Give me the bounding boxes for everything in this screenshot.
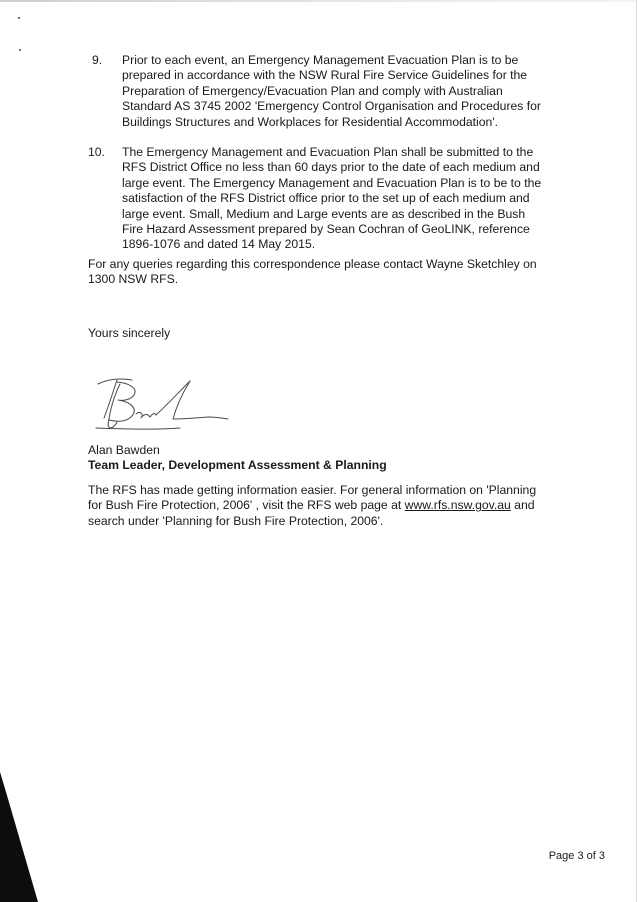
info-paragraph [88,483,548,529]
condition-text: The Emergency Management and Evacuation Plan shall be submitted to the RFS District Office no less than 60 days prior to the date of each medium and large event. The Emergency Management and Evacuation Plan is to be to the satisfaction of the RFS District office prior to the set up of each medium and large event. Small, Medium and Large events are as described in the Bush Fire Hazard Assessment prepared by Sean Cochran of GeoLINK, reference 1896-1076 and dated 14 May 2015. [122,145,542,252]
closing-line: Yours sincerely [88,326,171,340]
signatory-name: Alan Bawden [88,443,160,457]
info-text-before-link: The RFS has made getting information easier. For general information on 'Planning for Bush Fire Protection, 2006' , visit the RFS web page at [88,483,537,513]
scan-speck [18,17,20,19]
condition-text: Prior to each event, an Emergency Management Evacuation Plan is to be prepared in accordance with the NSW Rural Fire Service Guidelines for the Preparation of Emergency/Evacuation Plan and comply with Australian Standard AS 3745 2002 'Emergency Control Organisation and Procedures for Buildings Structures and Workplaces for Residential Accommodation'. [122,53,541,129]
condition-number: 10. [88,145,105,160]
rfs-website-link[interactable]: www.rfs.nsw.gov.au [404,498,511,513]
info-text-after-link: and search under 'Planning for Bush Fire Protection, 2006'. [88,498,535,528]
queries-paragraph: For any queries regarding this correspondence please contact Wayne Sketchley on 1300 NSW RFS. [88,257,537,287]
condition-item [88,145,548,253]
signatory-title: Team Leader, Development Assessment & Planning [88,458,387,472]
handwritten-signature [84,370,234,438]
scan-corner-shadow [0,772,40,902]
scan-speck [19,49,21,51]
page-number: Page 3 of 3 [548,850,605,862]
condition-number: 9. [92,53,103,67]
condition-item [88,53,548,130]
conditions-list [88,53,548,268]
scan-top-edge [0,0,637,2]
